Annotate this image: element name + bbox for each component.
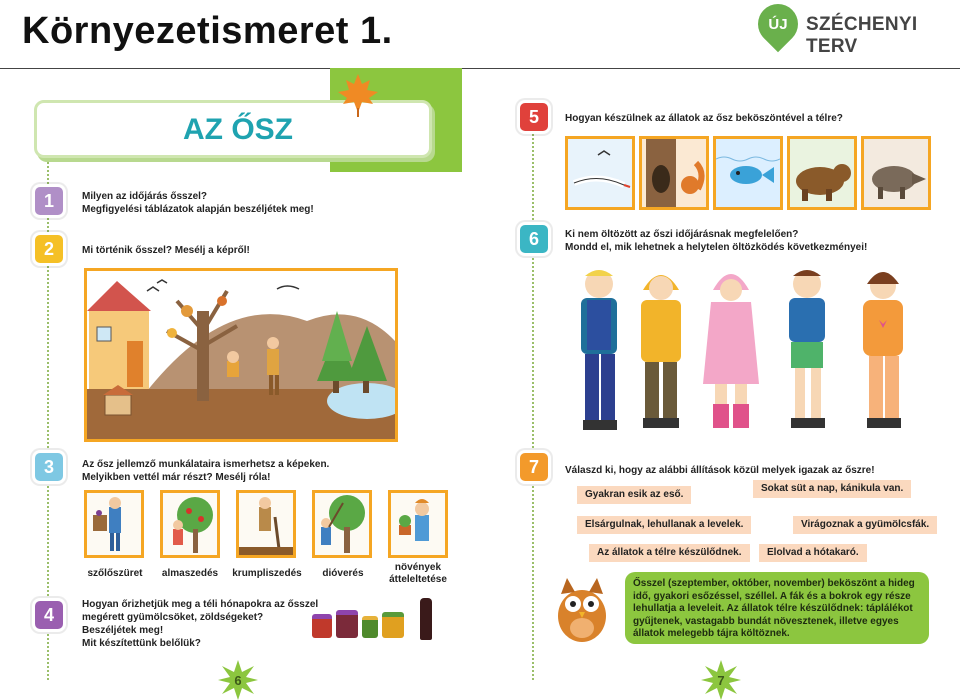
section-1-badge: 1 [32, 184, 66, 218]
logo-text: SZÉCHENYI TERV [806, 14, 918, 57]
section-5-badge: 5 [517, 100, 551, 134]
animal-image-fish [713, 136, 783, 210]
section-2-question: Mi történik ősszel? Mesélj a képről! [82, 245, 250, 256]
activity-image-overwintering-plants [388, 490, 448, 558]
activity-caption-3: krumpliszedés [232, 568, 302, 579]
page-number-left: 6 [234, 672, 242, 688]
section-4-question: Hogyan őrizhetjük meg a téli hónapokra az ősszel megérett gyümölcsöket, zöldségeket? Beszéljétek meg! Mit készítettünk belőlük? [82, 599, 319, 649]
section-5-question: Hogyan készülnek az állatok az ősz beköszöntével a télre? [565, 113, 843, 124]
section-2-badge: 2 [32, 232, 66, 266]
animal-image-bear [787, 136, 857, 210]
statement-4: Virágoznak a gyümölcsfák. [793, 516, 937, 534]
section-1-question: Milyen az időjárás ősszel? Megfigyelési táblázatok alapján beszéljétek meg! [82, 191, 314, 215]
section-7-badge: 7 [517, 450, 551, 484]
section-3-badge: 3 [32, 450, 66, 484]
animal-image-stork [565, 136, 635, 210]
activity-image-grape-harvest [84, 490, 144, 558]
statement-5: Az állatok a télre készülődnek. [589, 544, 750, 562]
activity-image-potato-digging [236, 490, 296, 558]
section-6-question: Ki nem öltözött az őszi időjárásnak megfelelően? Mondd el, mik lehetnek a helytelen öltözködés következményei! [565, 229, 868, 253]
activity-caption-1: szőlőszüret [87, 568, 143, 579]
section-7-question: Válaszd ki, hogy az alábbi állítások közül melyek igazak az őszre! [565, 465, 875, 476]
child-orange-sweater [863, 272, 903, 428]
page-number-right: 7 [717, 672, 725, 688]
children-clothing-illustration [563, 264, 933, 440]
dotted-margin-line [532, 118, 534, 680]
summary-box: Ősszel (szeptember, október, november) beköszönt a hideg idő, gyakori esőzéssel, széllel. A fák és a bokrok egy része lehullatja a leveleit. Az állatok télre készülődnek: táplálékot gyűjtenek, vastagabb bundát növesztenek, illetve egyes állatok melegebb tájra költöznek. [625, 572, 929, 644]
left-page [30, 68, 470, 700]
maple-leaf-icon [336, 72, 380, 118]
section-6-badge: 6 [517, 222, 551, 256]
jar-icon [336, 610, 358, 638]
statement-3: Elsárgulnak, lehullanak a levelek. [577, 516, 751, 534]
child-tshirt-shorts [789, 270, 825, 428]
page-title: Környezetismeret 1. [22, 10, 393, 52]
chapter-title: AZ ŐSZ [183, 113, 293, 146]
animal-image-boar [861, 136, 931, 210]
bottle-icon [420, 598, 432, 640]
activity-caption-4: dióverés [322, 568, 364, 579]
statement-1: Gyakran esik az eső. [577, 486, 691, 504]
child-blue-vest [581, 270, 617, 430]
szechenyi-logo [758, 4, 948, 58]
right-page [505, 68, 945, 700]
jar-icon [312, 614, 332, 638]
jar-icon [382, 612, 404, 638]
animal-image-squirrel [639, 136, 709, 210]
statement-6: Elolvad a hótakaró. [759, 544, 867, 562]
autumn-landscape-picture [87, 271, 395, 439]
logo-pin-icon: ÚJ [750, 0, 807, 52]
activity-image-walnut-beating [312, 490, 372, 558]
child-pink-raincoat [703, 274, 759, 428]
owl-mascot-icon [549, 572, 615, 646]
child-yellow-raincoat [641, 275, 681, 428]
autumn-scene-illustration [84, 268, 398, 442]
section-4-badge: 4 [32, 598, 66, 632]
activity-image-apple-picking [160, 490, 220, 558]
activity-caption-2: almaszedés [161, 568, 219, 579]
statement-2: Sokat süt a nap, kánikula van. [753, 480, 911, 498]
section-3-question: Az ősz jellemző munkálataira ismerhetsz a képeken. Melyikben vettél már részt? Mesélj róla! [82, 459, 330, 483]
activity-caption-5: növények átteleltetése [389, 562, 447, 585]
jar-icon [362, 616, 378, 638]
